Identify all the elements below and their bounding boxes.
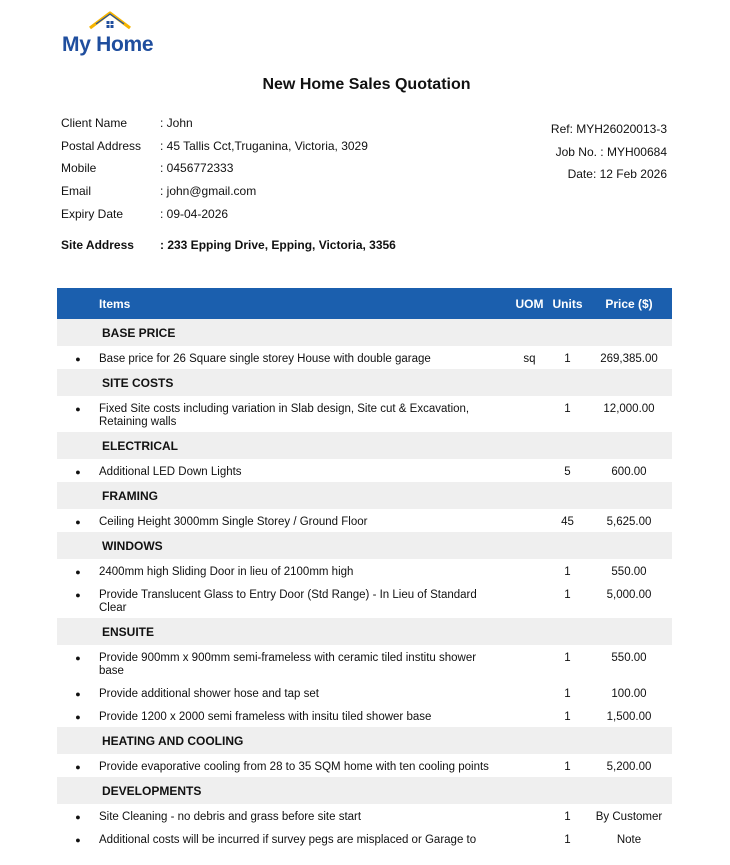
bullet-icon: ● <box>75 689 81 699</box>
category-row <box>57 618 672 645</box>
table-row <box>57 559 672 582</box>
bullet-icon: ● <box>75 762 81 772</box>
job-number: Job No. : MYH00684 <box>555 144 667 159</box>
category-label: ENSUITE <box>102 624 155 639</box>
header-units: Units <box>552 296 583 311</box>
site-address-label: Site Address <box>61 238 134 252</box>
item-description: Provide evaporative cooling from 28 to 35 SQM home with ten cooling points <box>99 761 489 773</box>
header-spacer <box>57 288 99 319</box>
client-field-value: : 0456772333 <box>160 161 234 176</box>
header-items: Items <box>99 296 131 311</box>
item-uom <box>510 396 549 432</box>
bullet-icon: ● <box>75 712 81 722</box>
client-row <box>61 184 368 207</box>
table-row <box>57 804 672 827</box>
site-address-value: : 233 Epping Drive, Epping, Victoria, 3356 <box>160 238 396 252</box>
client-field-label: Expiry Date <box>61 206 124 221</box>
category-label: HEATING AND COOLING <box>102 733 244 748</box>
table-row <box>57 645 672 681</box>
item-uom <box>510 754 549 777</box>
bullet-icon: ● <box>75 567 81 577</box>
item-units: 1 <box>564 688 571 700</box>
bullet-icon: ● <box>75 590 81 600</box>
item-uom <box>510 804 549 827</box>
company-logo <box>62 10 172 60</box>
client-field-value: : john@gmail.com <box>160 184 257 199</box>
category-row <box>57 777 672 804</box>
item-units: 1 <box>564 811 571 823</box>
bullet-icon: ● <box>75 404 81 414</box>
client-details <box>61 116 368 229</box>
table-row <box>57 396 672 432</box>
item-units: 1 <box>564 652 571 664</box>
logo-text: My Home <box>62 33 154 56</box>
bullet-icon: ● <box>75 517 81 527</box>
client-field-label: Mobile <box>61 161 97 176</box>
item-price: 5,000.00 <box>606 589 652 601</box>
item-price: 269,385.00 <box>600 353 658 365</box>
bullet-icon: ● <box>75 653 81 663</box>
document-title: New Home Sales Quotation <box>262 76 471 93</box>
client-row <box>61 207 368 230</box>
item-uom <box>510 509 549 532</box>
item-price: 5,200.00 <box>606 761 652 773</box>
table-row <box>57 754 672 777</box>
item-price: 12,000.00 <box>603 403 655 415</box>
category-row <box>57 532 672 559</box>
header-uom: UOM <box>515 296 544 311</box>
item-uom <box>510 582 549 618</box>
category-label: WINDOWS <box>102 538 163 553</box>
item-description: Additional costs will be incurred if survey pegs are misplaced or Garage to <box>99 834 477 846</box>
item-units: 1 <box>564 353 571 365</box>
client-row <box>61 139 368 162</box>
item-price: Note <box>616 834 642 846</box>
item-uom <box>510 645 549 681</box>
category-label: SITE COSTS <box>102 375 174 390</box>
item-description: Base price for 26 Square single storey House with double garage <box>99 353 431 365</box>
item-description: 2400mm high Sliding Door in lieu of 2100mm high <box>99 566 354 578</box>
reference-details <box>551 122 667 190</box>
category-row <box>57 319 672 346</box>
bullet-icon: ● <box>75 354 81 364</box>
category-label: FRAMING <box>102 488 158 503</box>
item-units: 1 <box>564 403 571 415</box>
bullet-icon: ● <box>75 812 81 822</box>
item-price: 100.00 <box>611 688 647 700</box>
client-field-value: : 45 Tallis Cct,Truganina, Victoria, 3029 <box>160 138 368 153</box>
item-price: 5,625.00 <box>606 516 652 528</box>
category-label: ELECTRICAL <box>102 438 178 453</box>
table-row <box>57 827 672 850</box>
item-uom <box>510 559 549 582</box>
category-label: BASE PRICE <box>102 325 176 340</box>
client-row <box>61 116 368 139</box>
item-uom <box>510 459 549 482</box>
item-description: Provide Translucent Glass to Entry Door (Std Range) - In Lieu of Standard Clear <box>99 589 477 614</box>
item-units: 1 <box>564 761 571 773</box>
table-row <box>57 459 672 482</box>
client-field-label: Email <box>61 184 92 199</box>
item-description: Ceiling Height 3000mm Single Storey / Ground Floor <box>99 516 368 528</box>
item-uom <box>510 681 549 704</box>
item-description: Provide 900mm x 900mm semi-frameless with ceramic tiled institu shower base <box>99 652 477 677</box>
client-field-label: Client Name <box>61 116 128 130</box>
item-description: Site Cleaning - no debris and grass before site start <box>99 811 362 823</box>
item-units: 1 <box>564 566 571 578</box>
item-description: Provide additional shower hose and tap set <box>99 688 319 700</box>
bullet-icon: ● <box>75 835 81 845</box>
item-price: 550.00 <box>611 566 647 578</box>
item-description: Additional LED Down Lights <box>99 466 242 478</box>
house-roof-icon <box>88 10 134 32</box>
table-row <box>57 681 672 704</box>
item-uom: sq <box>523 353 536 365</box>
table-row <box>57 346 672 369</box>
client-field-value: : 09-04-2026 <box>160 206 229 221</box>
bullet-icon: ● <box>75 467 81 477</box>
item-price: 600.00 <box>611 466 647 478</box>
item-price: By Customer <box>595 811 663 823</box>
item-uom <box>510 827 549 850</box>
item-description: Fixed Site costs including variation in Slab design, Site cut & Excavation, Retaining walls <box>99 403 470 428</box>
category-row <box>57 369 672 396</box>
item-units: 45 <box>561 516 574 528</box>
item-units: 1 <box>564 834 571 846</box>
table-header <box>57 288 672 319</box>
item-units: 1 <box>564 711 571 723</box>
item-description: Provide 1200 x 2000 semi frameless with insitu tiled shower base <box>99 711 432 723</box>
category-label: DEVELOPMENTS <box>102 783 202 798</box>
client-field-value: : John <box>160 116 193 130</box>
category-row <box>57 432 672 459</box>
category-row <box>57 727 672 754</box>
items-table <box>57 288 672 850</box>
item-uom <box>510 704 549 727</box>
item-price: 550.00 <box>611 652 647 664</box>
reference-number: Ref: MYH26020013-3 <box>550 122 667 136</box>
item-units: 1 <box>564 589 571 601</box>
client-field-label: Postal Address <box>61 138 142 153</box>
site-address <box>61 238 396 252</box>
header-price: Price ($) <box>605 296 653 311</box>
item-price: 1,500.00 <box>606 711 652 723</box>
table-row <box>57 704 672 727</box>
table-row <box>57 582 672 618</box>
table-row <box>57 509 672 532</box>
category-row <box>57 482 672 509</box>
client-row <box>61 161 368 184</box>
quote-date: Date: 12 Feb 2026 <box>567 167 667 181</box>
item-units: 5 <box>564 466 571 478</box>
